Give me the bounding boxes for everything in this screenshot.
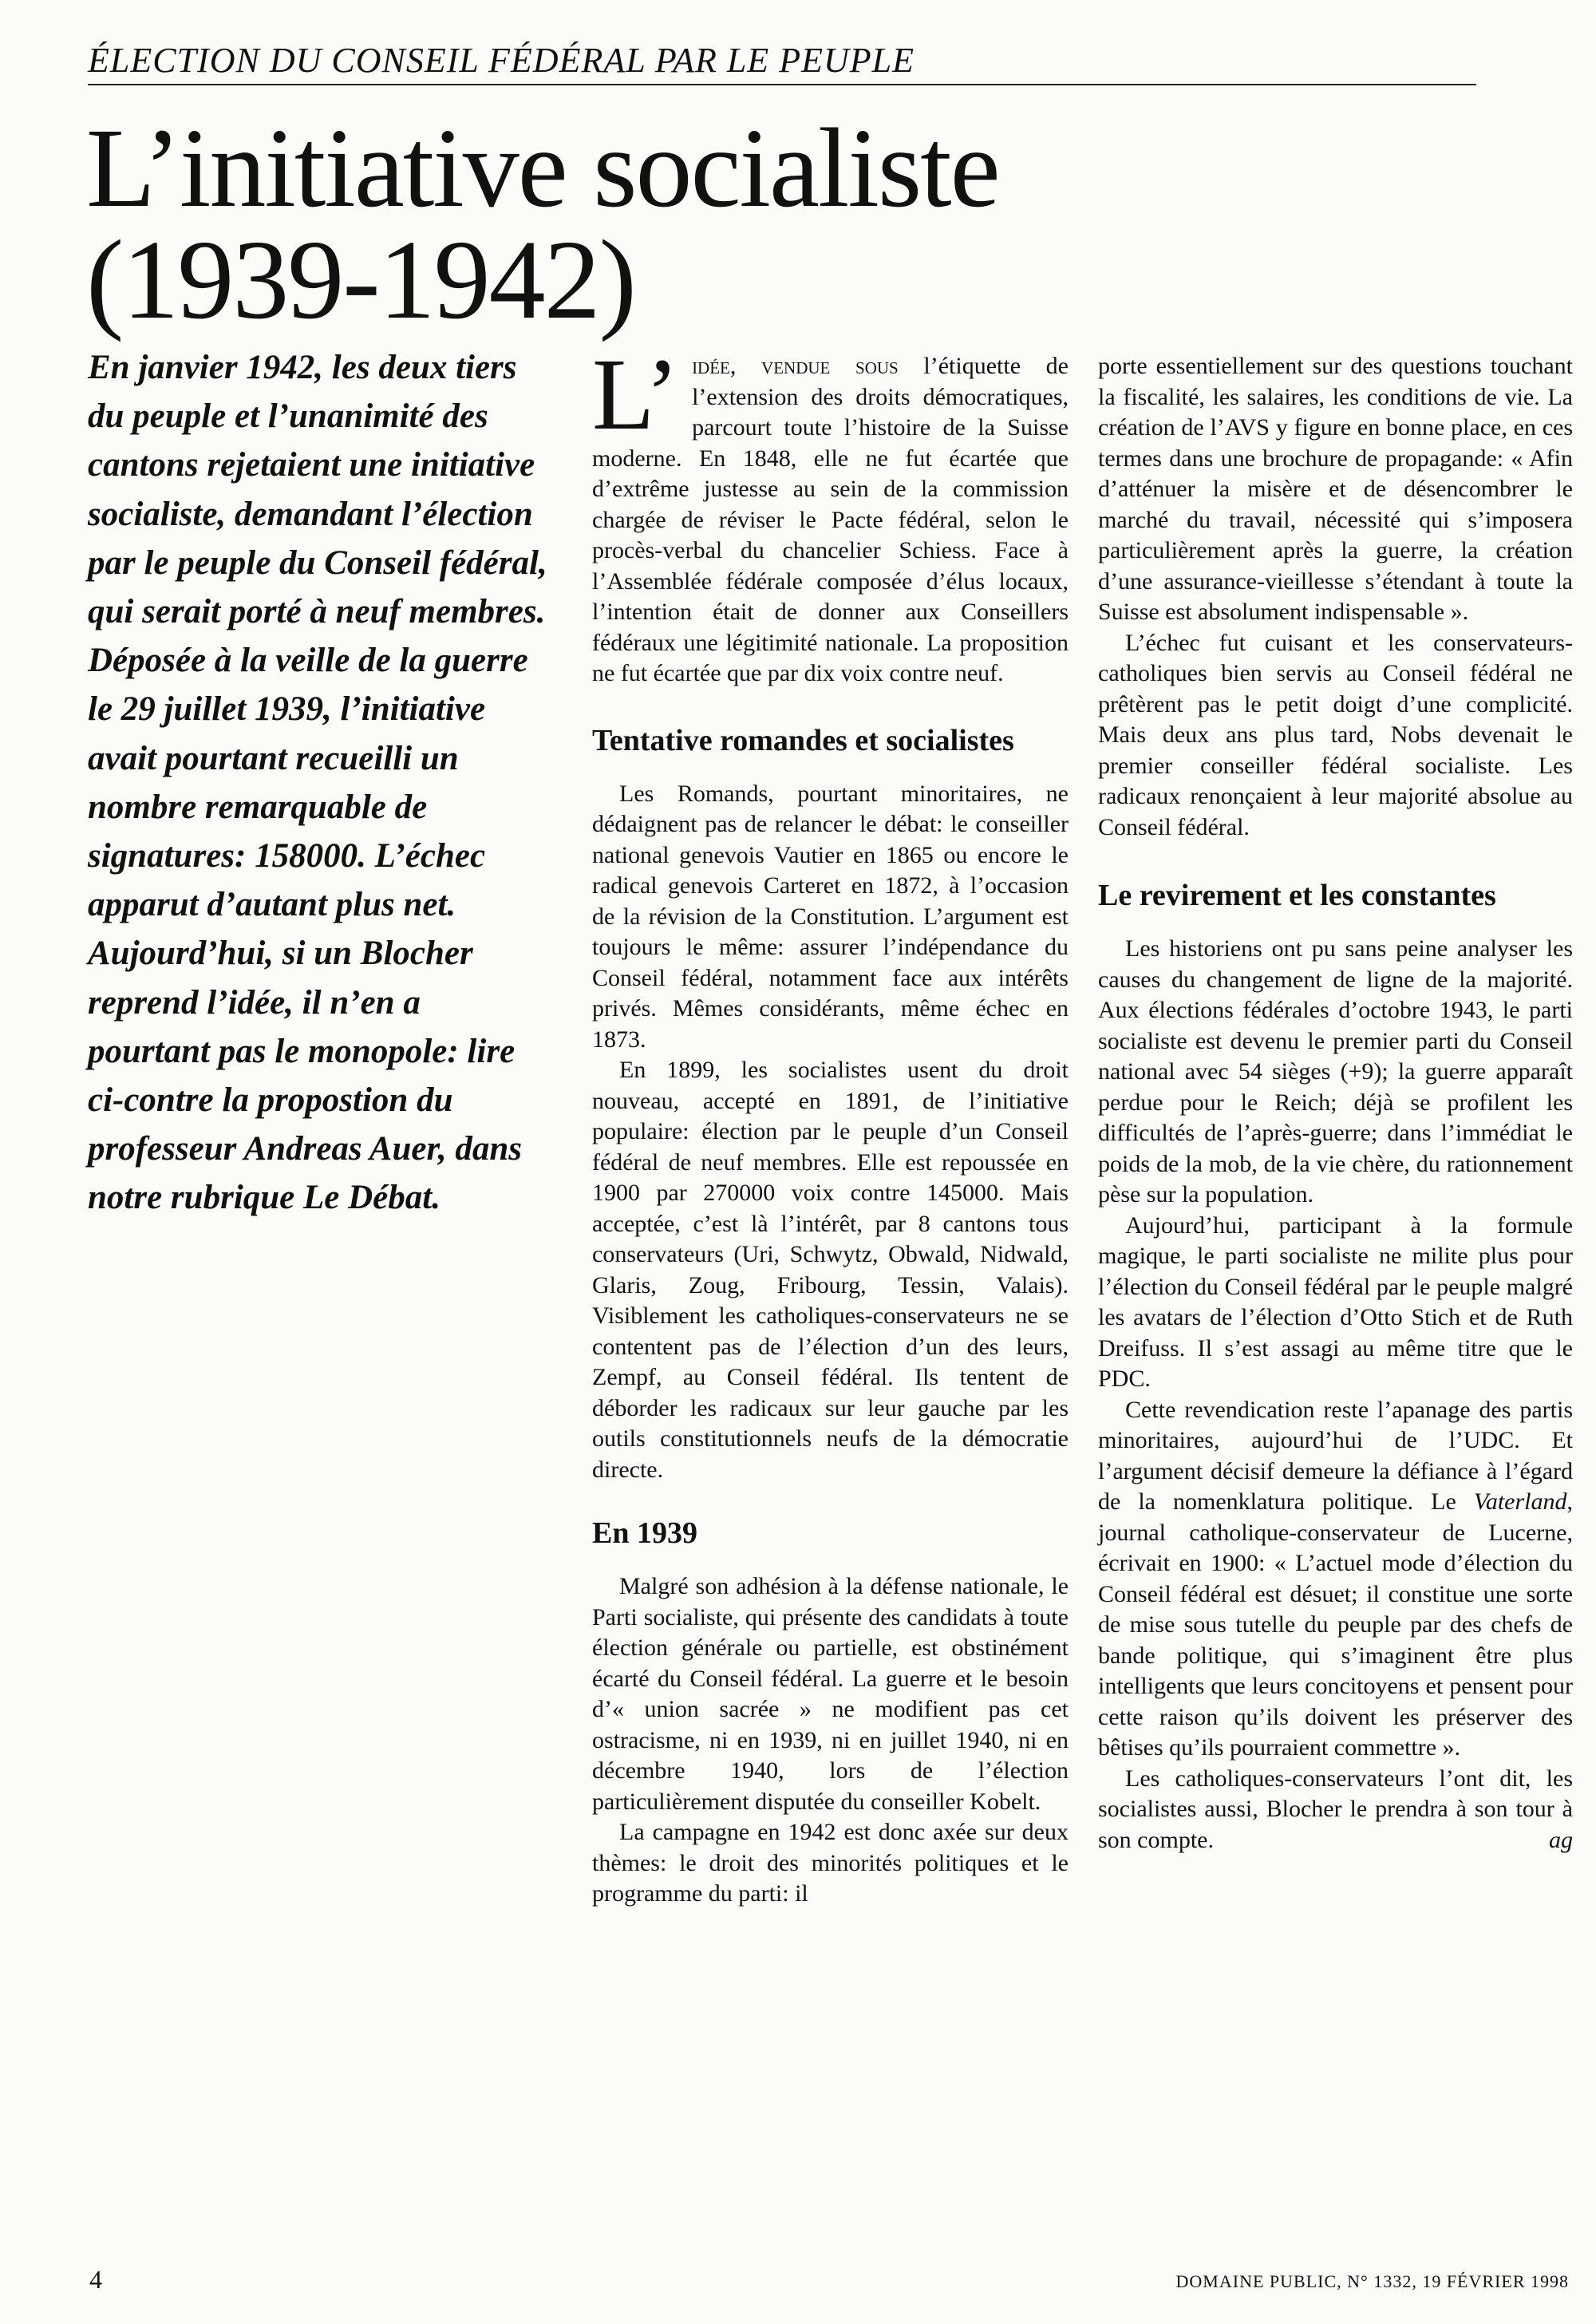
article-title (86, 105, 1203, 342)
article-paragraph (1098, 1395, 1573, 1764)
article-column-1 (592, 338, 1069, 1910)
paragraph-text: l’étiquette de l’extension des droits démocratiques, parcourt toute l’histoire de la Suisse moderne. En 1848, elle ne fut écartée que d’extrême justesse au sein de la commission chargée de réviser le Pacte fédéral, selon le procès-verbal du chancelier Schiess. Face à l’Assemblée fédérale composée d’élus locaux, l’intention était de donner aux Conseillers fédéraux une légitimité nationale. La proposition ne fut écartée que par dix voix contre neuf. (592, 353, 1069, 686)
article-paragraph (592, 338, 1069, 690)
publication-footer: DOMAINE PUBLIC, N° 1332, 19 FÉVRIER 1998 (1175, 2271, 1569, 2291)
article-paragraph: L’échec fut cuisant et les conservateurs-catholiques bien servis au Conseil fédéral ne prêtèrent pas le petit doigt d’une complicité. Mais deux ans plus tard, Nobs devenait le premier conseiller fédéral socialiste. Les radicaux renonçaient à leur majorité absolue au Conseil fédéral. (1098, 629, 1573, 840)
lead-small-caps: idée, vendue sous (692, 353, 899, 379)
paragraph-text: , journal catholique-conservateur de Lucerne, écrivait en 1900: « L’actuel mode d’élection du Conseil fédéral est désuet; il constitue une sorte de mise sous tutelle du peuple par des chefs de bande politique, qui s’imaginent être plus intelligents que leurs concitoyens et pensent pour cette raison qu’ils doivent les préserver des bêtises qu’ils pourraient commettre ». (1098, 1488, 1573, 1761)
drop-cap: L’ (592, 338, 680, 451)
article-paragraph: Les historiens ont pu sans peine analyser les causes du changement de ligne de la majorité. Aux élections fédérales d’octobre 1943, le parti socialiste est devenu le premier parti du Conseil national avec 54 sièges (+9); la guerre apparaît perdue pour le Reich; déjà se profilent les difficultés de l’après-guerre; dans l’immédiat le poids de la mob, de la vie chère, du rationnement pèse sur la population. (1098, 935, 1573, 1207)
article-paragraph: Malgré son adhésion à la défense nationale, le Parti socialiste, qui présente des candidats à toute élection générale ou partielle, est obstinément écarté du Conseil fédéral. La guerre et le besoin d’« union sacrée » ne modifient pas cet ostracisme, ni en 1939, ni en juillet 1940, ni en décembre 1940, lors de l’élection particulièrement disputée du conseiller Kobelt. (592, 1573, 1069, 1815)
article-paragraph: Les Romands, pourtant minoritaires, ne dédaignent pas de relancer le débat: le conseiller national genevois Vautier en 1865 ou encore le radical genevois Carteret en 1872, à l’occasion de la révision de la Constitution. L’argument est toujours le même: assurer l’indépendance du Conseil fédéral, notamment face aux intérêts privés. Mêmes considérants, même échec en 1873. (592, 780, 1069, 1053)
section-kicker: ÉLECTION DU CONSEIL FÉDÉRAL PAR LE PEUPLE (88, 40, 1476, 85)
article-lead-paragraph: En janvier 1942, les deux tiers du peuple et l’unanimité des cantons rejetaient une initiative socialiste, demandant l’élection par le peuple du Conseil fédéral, qui serait porté à neuf membres. Déposée à la veille de la guerre le 29 juillet 1939, l’initiative avait pourtant recueilli un nombre remarquable de signatures: 158000. L’échec apparut d’autant plus net. Aujourd’hui, si un Blocher reprend l’idée, il n’en a pourtant pas le monopole: lire ci-contre la propostion du professeur Andreas Auer, dans notre rubrique Le Débat. (88, 349, 547, 1217)
title-line-2: (1939-1942) (86, 216, 635, 342)
article-paragraph: La campagne en 1942 est donc axée sur deux thèmes: le droit des minorités politiques et le programme du parti: il (592, 1819, 1069, 1907)
newspaper-name: Vaterland (1473, 1488, 1567, 1515)
subheading: Tentative romandes et socialistes (592, 723, 1014, 757)
subheading: En 1939 (592, 1516, 697, 1550)
article-column-2 (1098, 351, 1573, 1856)
article-paragraph: Aujourd’hui, participant à la formule magique, le parti socialiste ne milite plus pour l’élection du Conseil fédéral par le peuple malgré les avatars de l’élection d’Otto Stich et de Ruth Dreifuss. Il s’est assagi au même titre que le PDC. (1098, 1211, 1573, 1392)
article-paragraph: En 1899, les socialistes usent du droit nouveau, accepté en 1891, de l’initiative populaire: élection par le peuple d’un Conseil fédéral de neuf membres. Elle est repoussée en 1900 par 270000 voix contre 145000. Mais acceptée, c’est là l’intérêt, par 8 cantons tous conservateurs (Uri, Schwytz, Obwald, Nidwald, Glaris, Zoug, Fribourg, Tessin, Valais). Visiblement les catholiques-conservateurs ne se contentent pas de l’élection d’un des leurs, Zempf, au Conseil fédéral. Ils tentent de déborder les radicaux sur leur gauche par les outils constitutionnels neufs de la démocratie directe. (592, 1057, 1069, 1483)
page-number: 4 (89, 2265, 102, 2294)
article-paragraph: porte essentiellement sur des questions touchant la fiscalité, les salaires, les conditions de vie. La création de l’AVS y figure en bonne place, en ces termes dans une brochure de propagande: « Afin d’atténuer la misère et de désencombrer le marché du travail, nécessité qui s’imposera particulièrement après la guerre, la création d’une assurance-vieillesse s’étendant à toute la Suisse est absolument indispensable ». (1098, 353, 1573, 625)
subheading: Le revirement et les constantes (1098, 879, 1496, 912)
paragraph-text: Les catholiques-conservateurs l’ont dit, les socialistes aussi, Blocher le prendra à son tour à son compte. (1098, 1765, 1573, 1853)
title-line-1: L’initiative socialiste (86, 105, 999, 231)
paragraph-text: Cette revendication reste l’apanage des partis minoritaires, aujourd’hui de l’UDC. Et l’argument décisif demeure la défiance à l’égard de la nomenklatura politique. Le (1098, 1396, 1573, 1515)
author-signature: ag (1549, 1826, 1573, 1853)
article-paragraph (1098, 1764, 1573, 1856)
